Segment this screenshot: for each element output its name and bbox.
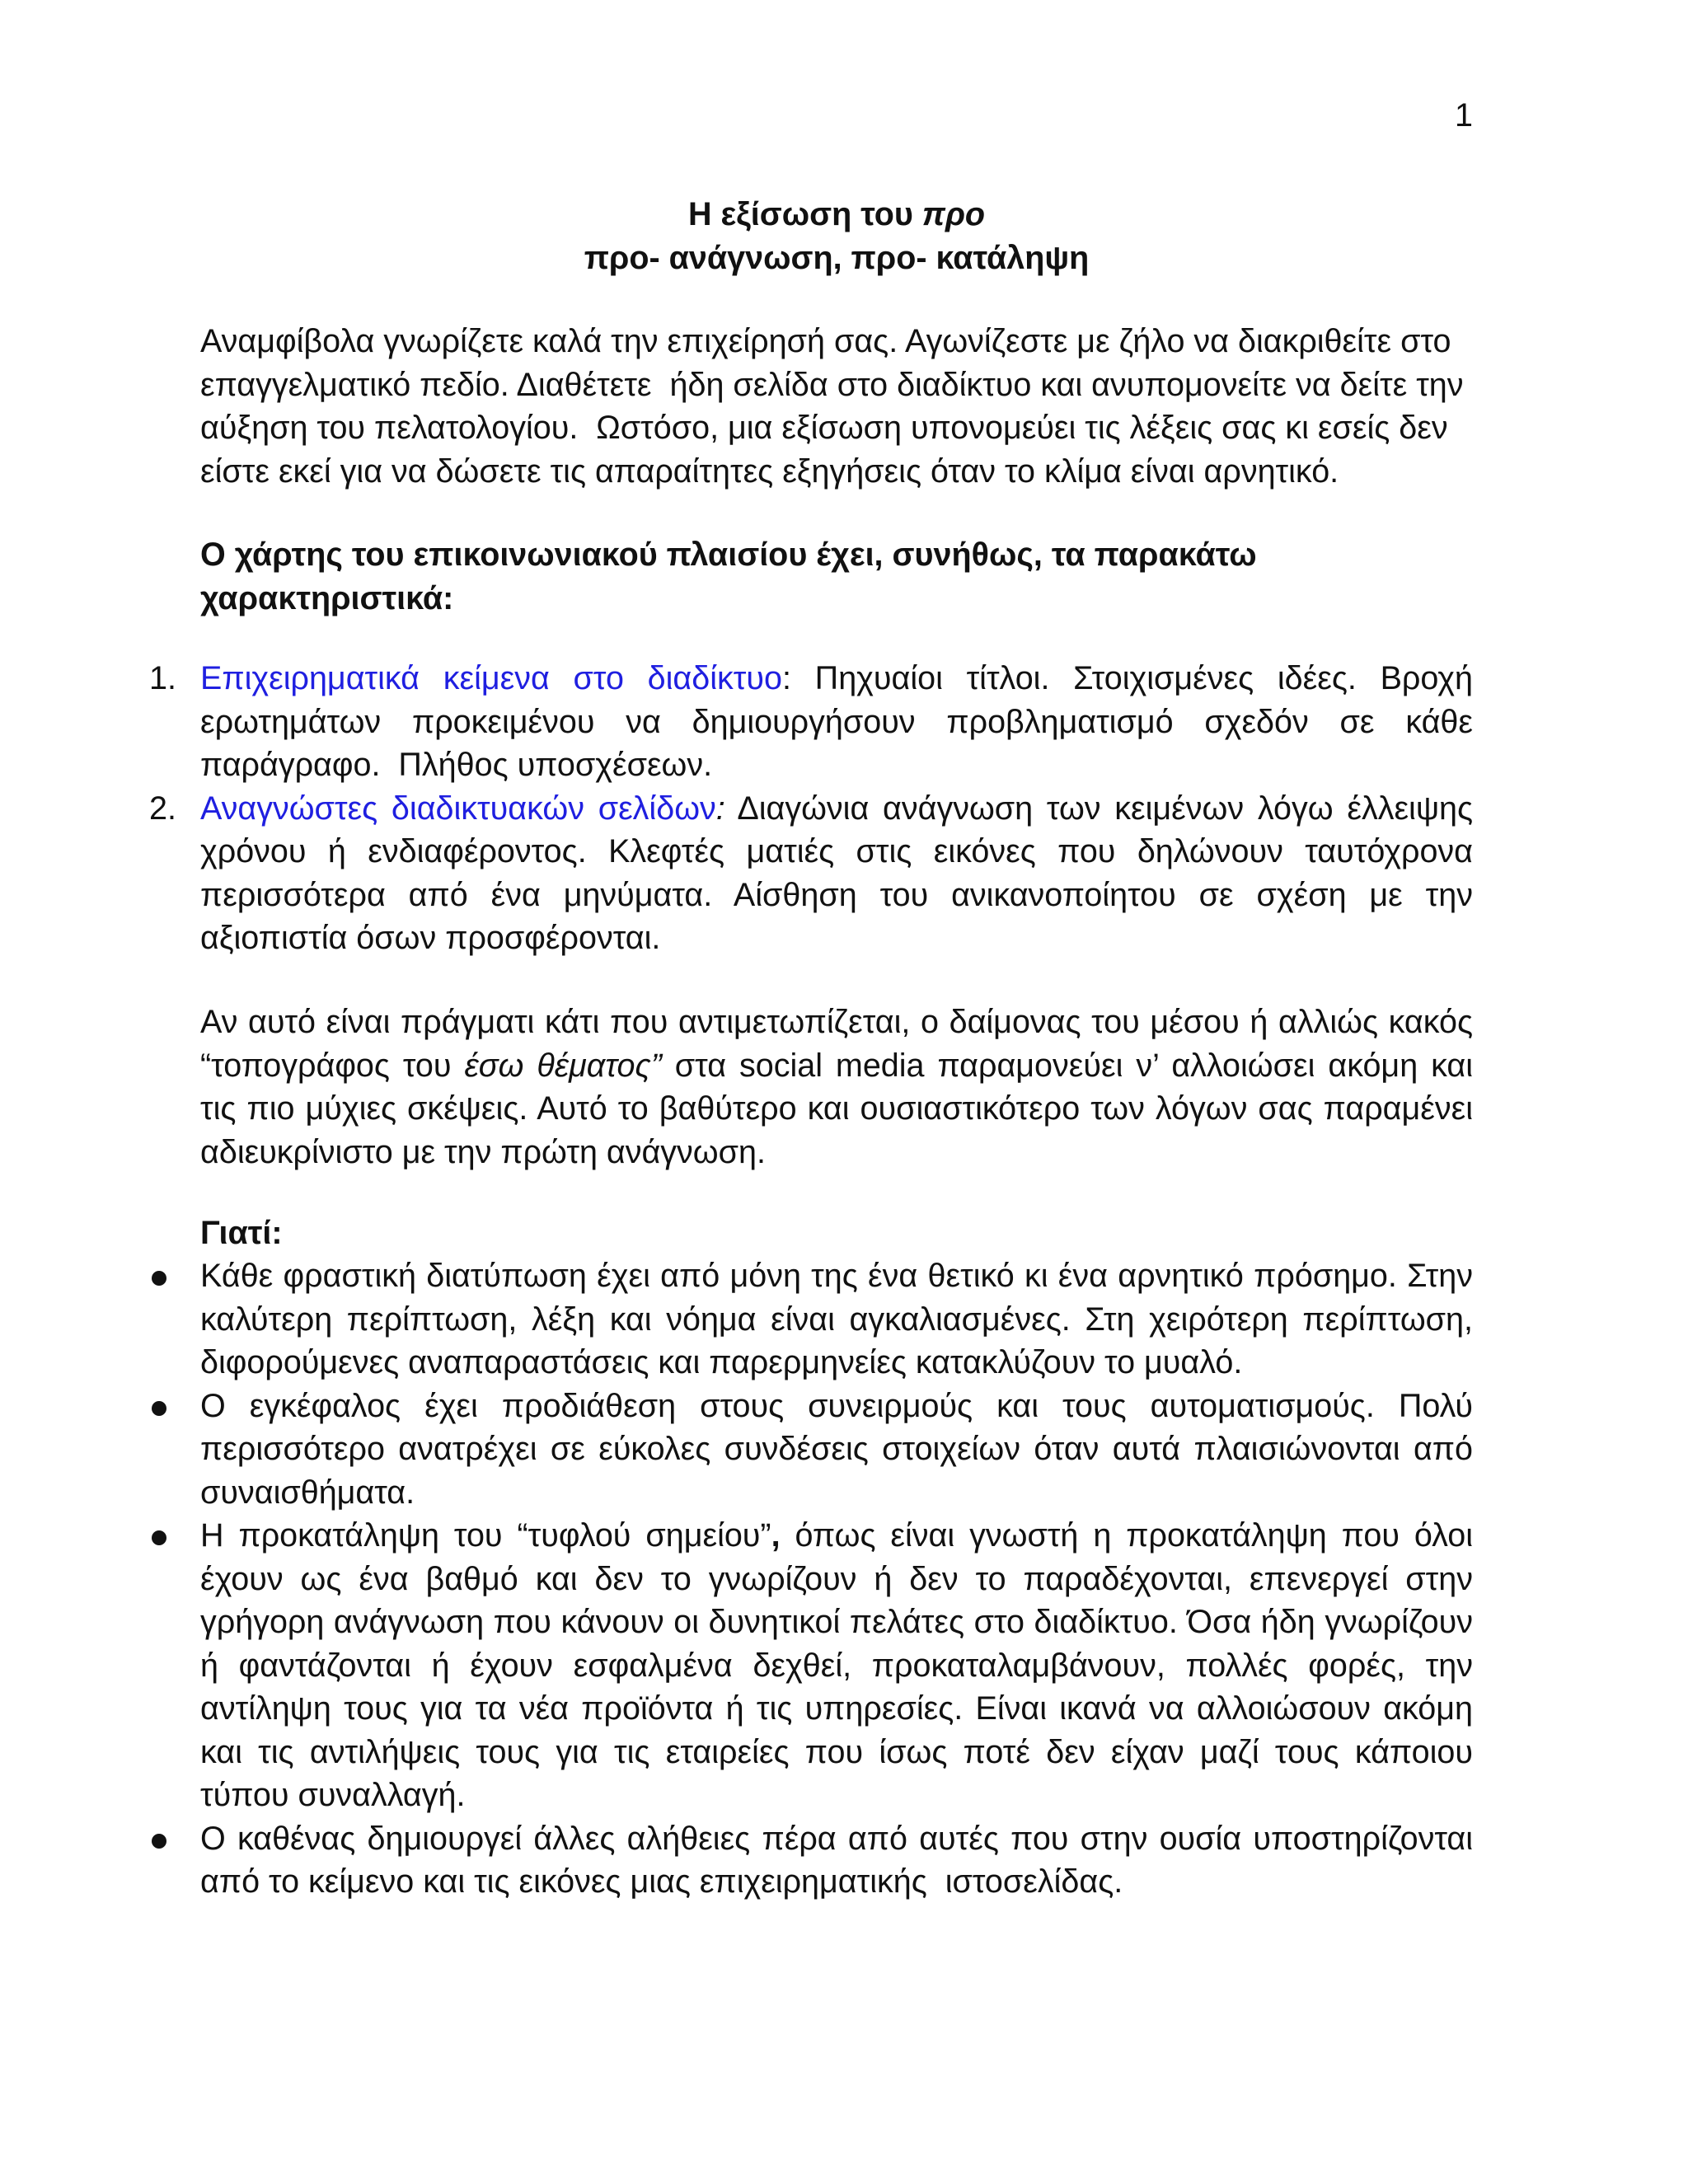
reason-line: αντίληψη τους για τα νέα προϊόντα ή τις υπηρεσίες. Είναι ικανά να αλλοιώσουν ακόμη (200, 1690, 1473, 1727)
reason-text: Η προκατάληψη του “τυφλού σημείου” (200, 1517, 771, 1554)
paragraph-text: “τοπογράφος του (200, 1047, 465, 1084)
reason-text: Ο καθένας δημιουργεί άλλες αλήθειες πέρα από αυτές που στην ουσία υποστηρίζονται (200, 1820, 1473, 1857)
title-line-1 (200, 193, 1473, 237)
paragraph-line: Αν αυτό είναι πράγματι κάτι που αντιμετωπίζεται, ο δαίμονας του μέσου ή αλλιώς κακός (200, 1004, 1473, 1040)
reason-bold-comma: , (771, 1517, 781, 1554)
intro-line: επαγγελματικό πεδίο. Διαθέτετε ήδη σελίδα στο διαδίκτυο και ανυπομονείτε να δείτε την (200, 366, 1464, 403)
numbered-item-line: χρόνου ή ενδιαφέροντος. Κλεφτές ματιές στις εικόνες που δηλώνουν ταυτόχρονα (200, 833, 1473, 869)
why-heading-text: Γιατί: (200, 1215, 283, 1251)
bullet-icon (152, 1530, 166, 1545)
reasons-list (200, 1254, 1473, 1904)
document-title (200, 193, 1473, 279)
reason-item-1 (200, 1254, 1473, 1385)
reason-line: από το κείμενο και τις εικόνες μιας επιχειρηματικής ιστοσελίδας. (200, 1863, 1123, 1900)
title-line-2: προ- ανάγνωση, προ- κατάληψη (584, 239, 1090, 276)
numbered-list (149, 657, 1473, 960)
numbered-item-line: ερωτημάτων προκειμένου να δημιουργήσουν προβληματισμό σχεδόν σε κάθε (200, 703, 1473, 740)
reason-item-4 (200, 1817, 1473, 1904)
reason-line: ή φαντάζονται ή έχουν εσφαλμένα δεχθεί, προκαταλαμβάνουν, πολλές φορές, την (200, 1647, 1473, 1684)
numbered-item-line: περισσότερα από ένα μηνύματα. Αίσθηση του ανικανοποίητου σε σχέση με την (200, 876, 1473, 913)
reason-line: διφορούμενες αναπαραστάσεις και παρερμηνείες κατακλύζουν το μυαλό. (200, 1344, 1243, 1380)
numbered-item-line (149, 657, 1473, 701)
why-heading (200, 1212, 1473, 1255)
reason-line: και τις αντιλήψεις τους για τις εταιρείες που ίσως ποτέ δεν είχαν μαζί τους κάποιου (200, 1733, 1473, 1770)
numbered-item-line: αξιοπιστία όσων προσφέρονται. (200, 920, 661, 956)
reason-line: συναισθήματα. (200, 1474, 415, 1511)
reason-item-3 (200, 1514, 1473, 1817)
intro-line: είστε εκεί για να δώσετε τις απαραίτητες εξηγήσεις όταν το κλίμα είναι αρνητικό. (200, 452, 1339, 490)
reason-line: καλύτερη περίπτωση, λέξη και νόημα είναι αγκαλιασμένες. Στη χειρότερη περίπτωση, (200, 1301, 1473, 1338)
numbered-item-1 (149, 657, 1473, 787)
reason-line (200, 1254, 1473, 1298)
intro-line: Αναμφίβολα γνωρίζετε καλά την επιχείρησή σας. Αγωνίζεστε με ζήλο να διακριθείτε στο (200, 323, 1451, 359)
reason-line (200, 1385, 1473, 1428)
numbered-item-2 (149, 787, 1473, 960)
reason-text: Ο εγκέφαλος έχει προδιάθεση στους συνειρμούς και τους αυτοματισμούς. Πολύ (200, 1387, 1473, 1424)
paragraph-line: τις πιο μύχιες σκέψεις. Αυτό το βαθύτερο και ουσιαστικότερο των λόγων σας παραμένει (200, 1090, 1473, 1127)
bullet-icon (152, 1834, 166, 1849)
paragraph-line (200, 1044, 1473, 1088)
bullet-icon (152, 1271, 166, 1286)
context-heading (200, 533, 1473, 620)
paragraph-line: αδιευκρίνιστο με την πρώτη ανάγνωση. (200, 1133, 766, 1170)
numbered-item-line (149, 787, 1473, 831)
list-term-colon: : (715, 790, 725, 827)
list-term: Αναγνώστες διαδικτυακών σελίδων (200, 790, 716, 827)
list-item-text: Πηχυαίοι τίτλοι. Στοιχισμένες ιδέες. Βροχή (790, 660, 1473, 696)
paragraph-italic-text: έσω θέματος” (464, 1047, 662, 1084)
list-number: 1. (149, 660, 176, 696)
reason-text: Κάθε φραστική διατύπωση έχει από μόνη της ένα θετικό κι ένα αρνητικό πρόσημο. Στην (200, 1258, 1473, 1294)
context-heading-line: χαρακτηριστικά: (200, 579, 454, 616)
title-text: Η εξίσωση του (687, 196, 922, 232)
reason-line: γρήγορη ανάγνωση που κάνουν οι δυνητικοί πελάτες στο διαδίκτυο. Όσα ήδη γνωρίζουν (200, 1604, 1473, 1640)
reason-item-2 (200, 1385, 1473, 1515)
list-term-colon: : (781, 660, 791, 696)
reason-line: έχουν ως ένα βαθμό και δεν το γνωρίζουν ή δεν το παραδέχονται, επενεργεί στην (200, 1560, 1473, 1597)
title-emphasis: προ (921, 196, 986, 232)
reason-text: όπως είναι γνωστή η προκατάληψη που όλοι (780, 1517, 1474, 1554)
bullet-icon (152, 1401, 166, 1416)
reason-line: τύπου συναλλαγή. (200, 1777, 466, 1813)
numbered-item-line: παράγραφο. Πλήθος υποσχέσεων. (200, 747, 713, 783)
page-number: 1 (1455, 97, 1473, 134)
context-heading-line: Ο χάρτης του επικοινωνιακού πλαισίου έχει, συνήθως, τα παρακάτω (200, 537, 1257, 573)
paragraph-text: στα social media παραμονεύει ν’ αλλοιώσει ακόμη και (661, 1047, 1473, 1084)
reason-line (200, 1817, 1473, 1861)
intro-paragraph (200, 320, 1473, 493)
list-item-text: Διαγώνια ανάγνωση των κειμένων λόγω έλλειψης (724, 790, 1473, 827)
reason-line: περισσότερο ανατρέχει σε εύκολες συνδέσεις στοιχείων όταν αυτά πλαισιώνονται από (200, 1431, 1473, 1467)
list-term: Επιχειρηματικά κείμενα στο διαδίκτυο (200, 660, 782, 696)
intro-line: αύξηση του πελατολογίου. Ωστόσο, μια εξίσωση υπονομεύει τις λέξεις σας κι εσείς δεν (200, 410, 1448, 446)
reason-line (200, 1514, 1473, 1558)
list-number: 2. (149, 790, 176, 827)
social-media-paragraph (200, 1001, 1473, 1174)
